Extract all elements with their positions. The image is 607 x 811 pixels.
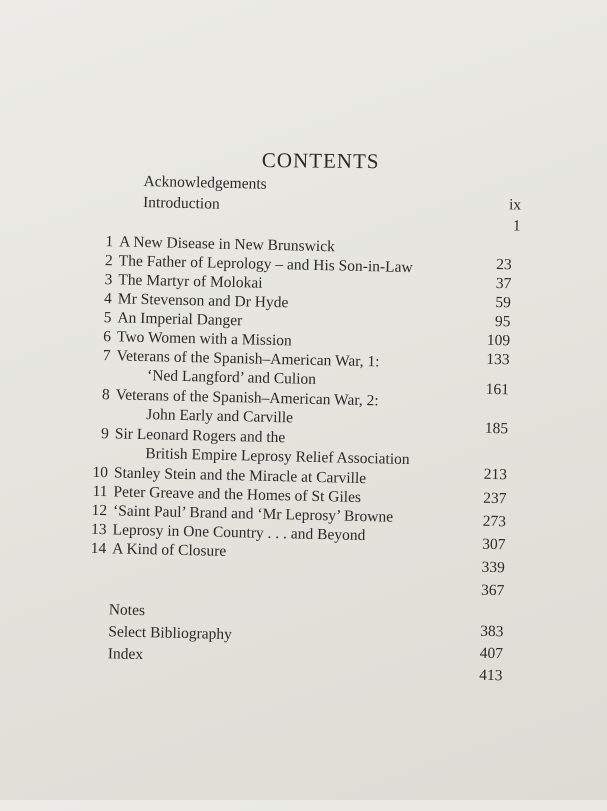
chapter-page: 213 — [483, 465, 508, 484]
chapter-title: Stanley Stein and the Miracle at Carville — [113, 464, 367, 488]
chapter-row — [95, 309, 242, 330]
chapter-number: 11 — [92, 482, 108, 501]
back-page-index: 413 — [479, 666, 503, 685]
chapter-page: 339 — [481, 558, 506, 577]
chapter-row — [90, 540, 226, 561]
chapter-number: 9 — [100, 425, 110, 443]
chapter-title: Veterans of the Spanish–American War, 2: — [115, 386, 379, 410]
chapter-row — [96, 271, 263, 293]
chapter-page: 185 — [484, 419, 509, 438]
chapter-number: 5 — [103, 309, 112, 327]
chapter-number: 2 — [104, 252, 113, 270]
chapter-title-continued: ‘Ned Langford’ and Culion — [146, 367, 317, 388]
front-item-introduction: Introduction — [142, 193, 220, 213]
chapter-number: 4 — [103, 290, 113, 308]
chapter-title: Two Women with a Mission — [116, 328, 292, 350]
chapter-title: The Father of Leprology – and His Son-in-Law — [118, 252, 413, 277]
chapter-number: 1 — [105, 233, 114, 251]
chapter-page: 161 — [485, 380, 510, 399]
chapter-page: 37 — [495, 274, 512, 293]
chapter-title: Leprosy in One Country . . . and Beyond — [112, 521, 366, 545]
chapter-title: An Imperial Danger — [117, 309, 243, 330]
chapter-number: 3 — [104, 271, 113, 289]
chapter-title: A New Disease in New Brunswick — [118, 233, 335, 256]
chapter-row — [94, 386, 379, 410]
chapter-page: 95 — [494, 312, 511, 331]
chapter-number: 12 — [91, 501, 108, 520]
back-page-bibliography: 407 — [479, 644, 504, 663]
chapter-title: Veterans of the Spanish–American War, 1: — [116, 347, 380, 371]
chapter-row — [94, 347, 379, 371]
chapter-number: 6 — [103, 328, 112, 346]
chapter-page: 133 — [486, 350, 510, 369]
back-page-notes: 383 — [480, 622, 504, 641]
chapter-page: 237 — [483, 489, 507, 508]
chapter-page: 273 — [482, 512, 507, 531]
chapter-number: 8 — [101, 386, 110, 404]
chapter-page: 367 — [480, 581, 505, 600]
chapter-number: 13 — [90, 520, 107, 539]
chapter-page: 307 — [481, 535, 506, 554]
chapter-title-continued: John Early and Carville — [146, 406, 294, 427]
chapter-page: 109 — [486, 331, 511, 350]
chapter-number: 10 — [92, 463, 109, 482]
front-page-introduction: 1 — [512, 217, 521, 235]
front-page-acknowledgements: ix — [508, 196, 522, 214]
chapter-title: Peter Greave and the Homes of St Giles — [113, 483, 362, 506]
chapter-title-continued: British Empire Leprosy Relief Association — [145, 445, 410, 469]
chapter-title: ‘Saint Paul’ Brand and ‘Mr Leprosy’ Browne — [112, 502, 394, 526]
back-item-bibliography: Select Bibliography — [108, 623, 233, 644]
chapter-title: Sir Leonard Rogers and the — [114, 425, 286, 447]
chapter-page: 23 — [496, 255, 512, 274]
back-item-index: Index — [107, 645, 144, 664]
chapter-row — [93, 425, 286, 447]
chapter-page: 59 — [495, 293, 512, 312]
contents-heading: CONTENTS — [261, 148, 380, 174]
chapter-number: 14 — [90, 539, 107, 558]
front-item-acknowledgements: Acknowledgements — [143, 172, 267, 193]
chapter-title: Mr Stevenson and Dr Hyde — [117, 290, 289, 312]
back-item-notes: Notes — [108, 601, 146, 620]
chapter-title: The Martyr of Molokai — [118, 271, 263, 292]
chapter-number: 7 — [102, 347, 111, 365]
chapter-title: A Kind of Closure — [112, 540, 227, 560]
